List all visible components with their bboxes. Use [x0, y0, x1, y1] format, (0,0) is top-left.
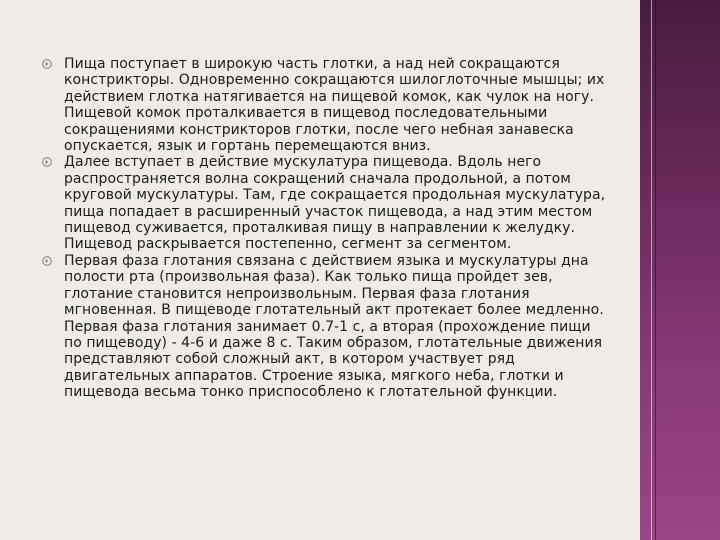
decorative-divider-line — [655, 0, 656, 540]
bullet-item-1 — [42, 56, 607, 154]
circled-arrow-bullet-icon — [42, 157, 52, 167]
decorative-divider-line — [651, 0, 652, 540]
circled-arrow-bullet-icon — [42, 256, 52, 266]
bullet-text-3: Первая фаза глотания связана с действием языка и мускулатуры дна полости рта (произвольная фаза). Как только пища пройдет зев, глотание становится непроизвольным. Первая фаза глотания мгновенная. В пищеводе глотательный акт протекает более медленно. Первая фаза глотания занимает 0.7-1 с, а вторая (прохождение пищи по пищеводу) - 4-6 и даже 8 с. Таким образом, глотательные движения представляют собой сложный акт, в котором участвует ряд двигательных аппаратов. Строение языка, мягкого неба, глотки и пищевода весьма тонко приспособлено к глотательной функции. — [64, 252, 604, 401]
bullet-item-2 — [42, 154, 607, 252]
decorative-purple-bar — [640, 0, 720, 540]
circled-arrow-bullet-icon — [42, 59, 52, 69]
bullet-item-3 — [42, 253, 607, 401]
bullet-text-1: Пища поступает в широкую часть глотки, а над ней сокращаются констрикторы. Одновременно сокращаются шилоглоточные мышцы; их действием глотка натягивается на пищевой комок, как чулок на ногу. Пищевой комок проталкивается в пищевод последовательными сокращениями констрикторов глотки, после чего небная занавеска опускается, язык и гортань перемещаются вниз. — [64, 56, 605, 155]
bullet-text-2: Далее вступает в действие мускулатура пищевода. Вдоль него распространяется волна сокращений сначала продольной, а потом круговой мускулатуры. Там, где сокращается продольная мускулатура, пища попадает в расширенный участок пищевода, а над этим местом пищевод суживается, проталкивая пищу в направлении к желудку. Пищевод раскрывается постепенно, сегмент за сегментом. — [64, 154, 606, 253]
bullet-list — [42, 56, 607, 401]
